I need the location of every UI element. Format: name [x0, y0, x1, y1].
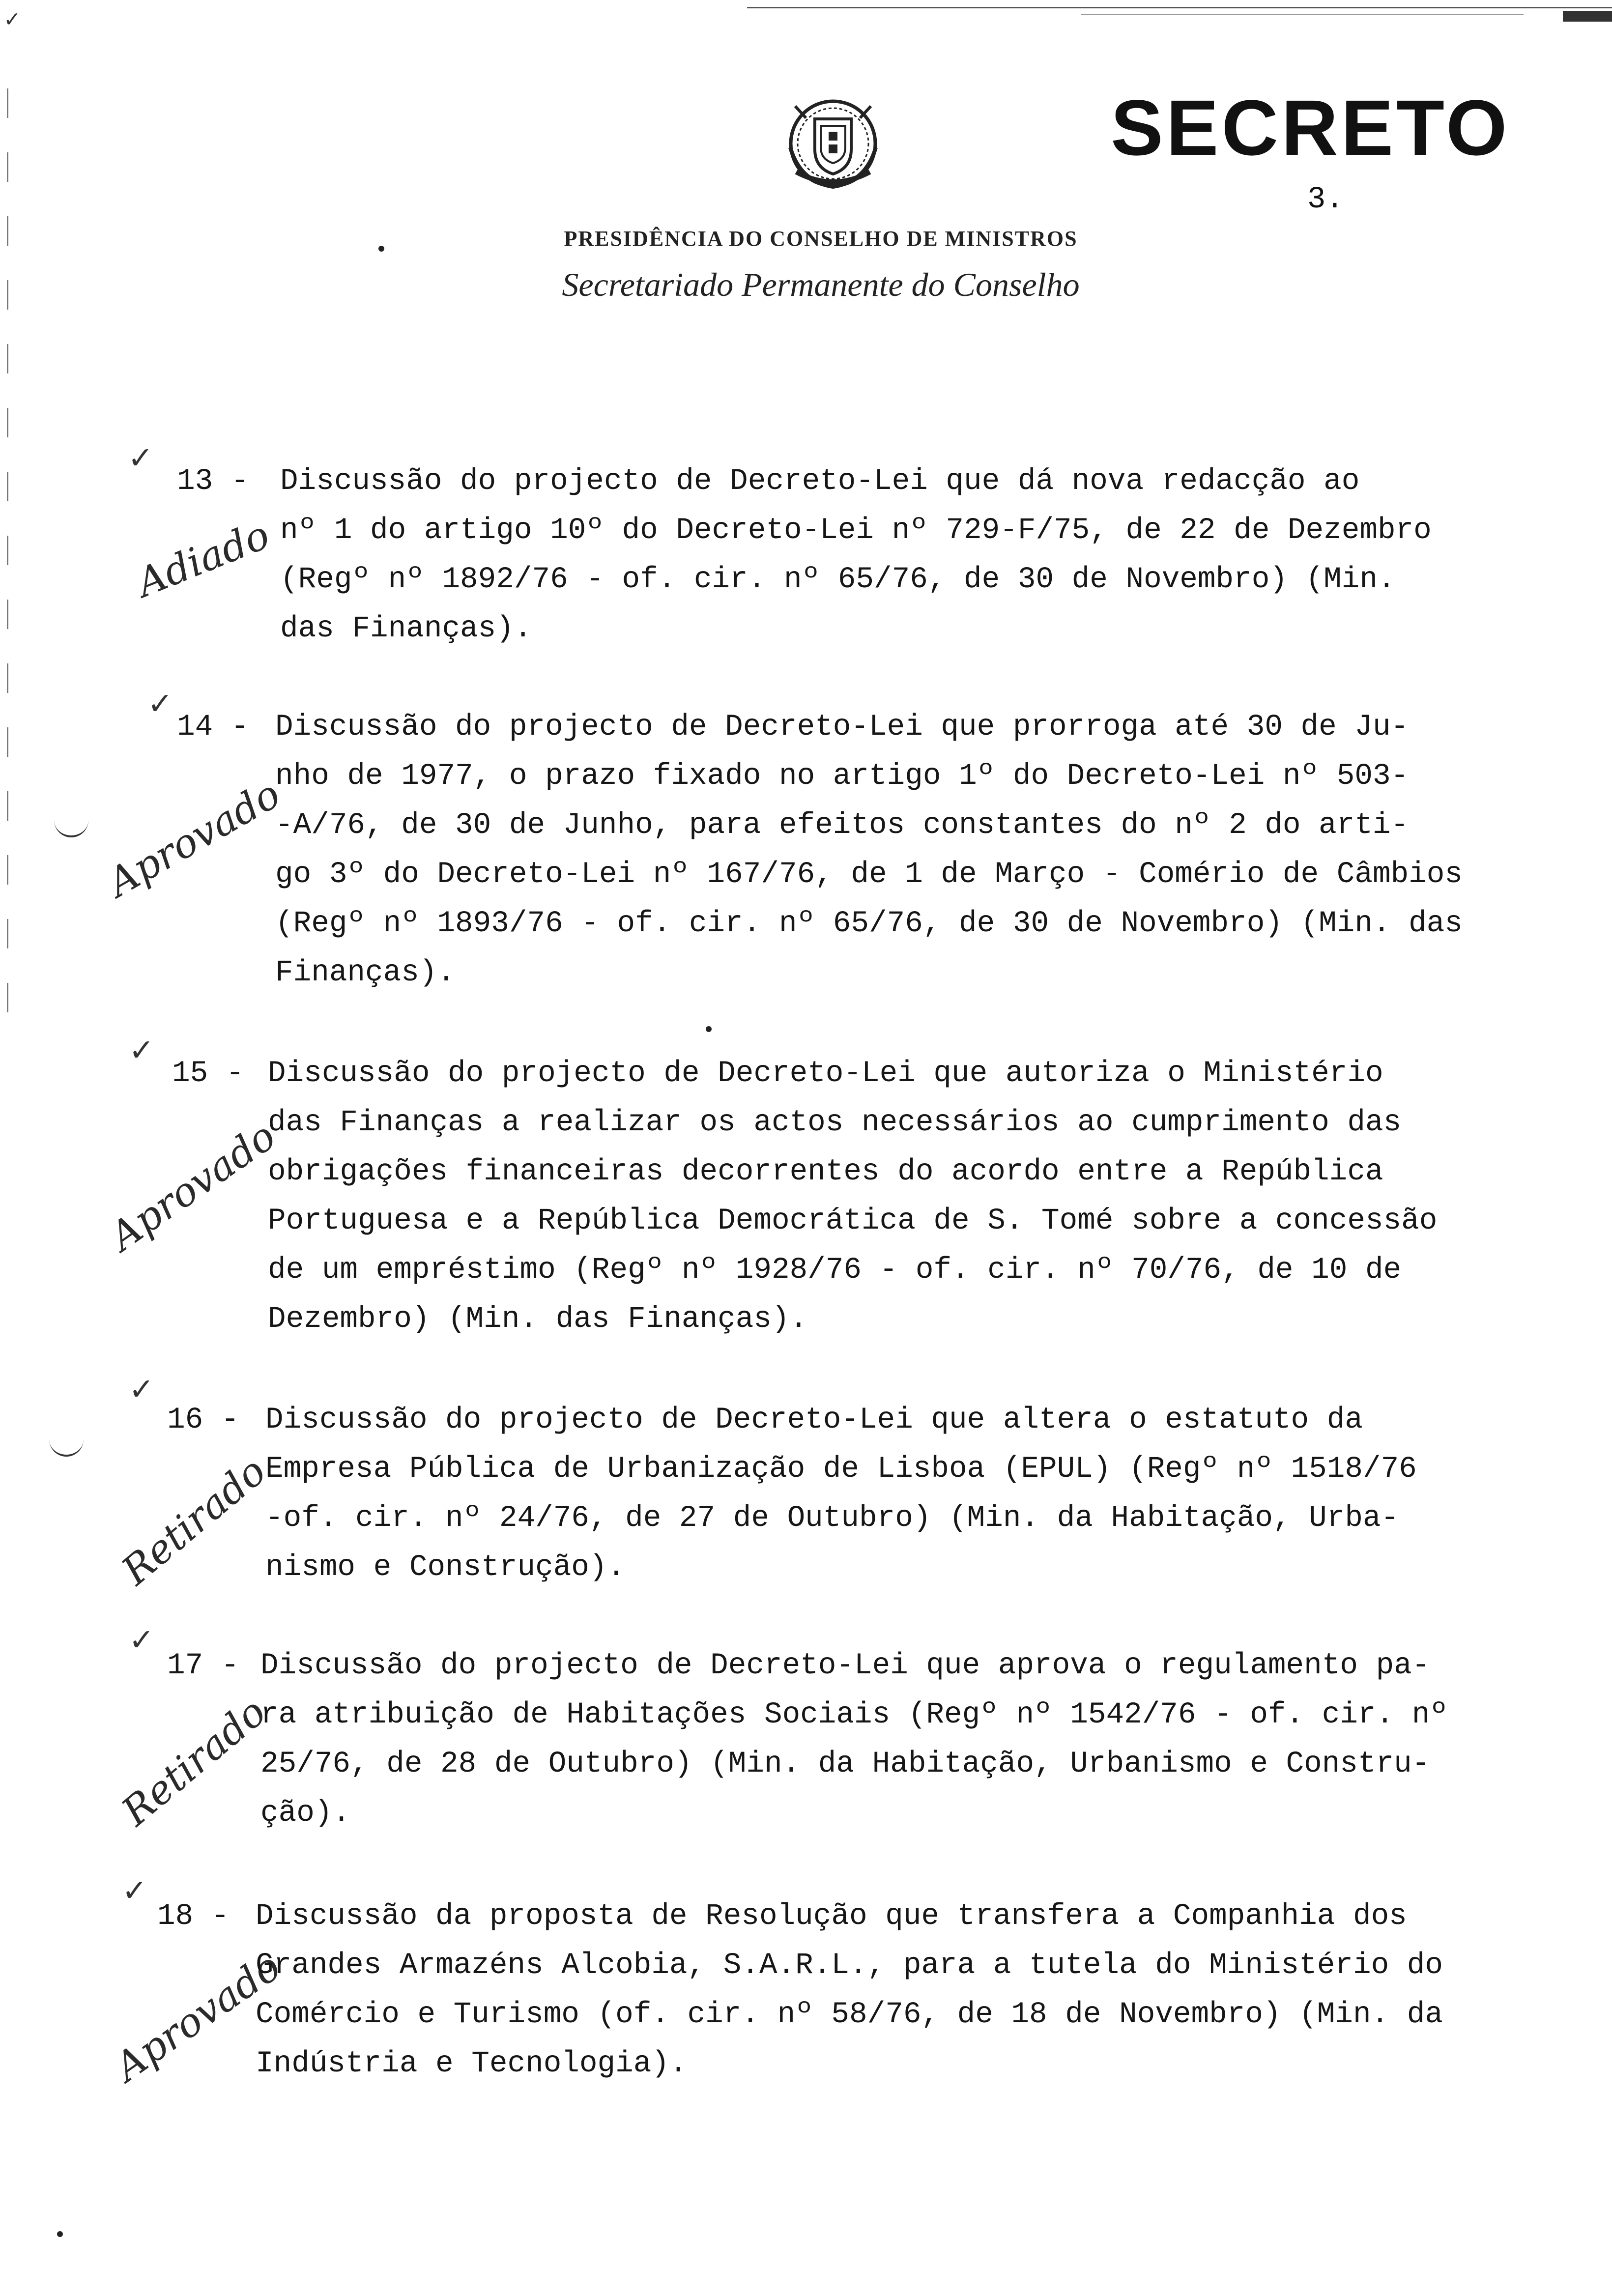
check-mark: ✓ — [128, 442, 153, 475]
scan-left-edge — [7, 88, 8, 1022]
item-number: 13 - — [177, 464, 249, 498]
item-number: 16 - — [167, 1403, 239, 1437]
item-text-line: Grandes Armazéns Alcobia, S.A.R.L., para a tutela do Ministério do — [256, 1949, 1443, 1982]
item-text-line: das Finanças a realizar os actos necessários ao cumprimento das — [268, 1106, 1402, 1140]
item-text-line: Discussão do projecto de Decreto-Lei que autoriza o Ministério — [268, 1057, 1383, 1091]
item-text-line: (Regº nº 1893/76 - of. cir. nº 65/76, de 30 de Novembro) (Min. das — [275, 907, 1463, 941]
item-text-line: ção). — [260, 1796, 351, 1830]
item-text-line: nº 1 do artigo 10º do Decreto-Lei nº 729-F/75, de 22 de Dezembro — [280, 514, 1432, 547]
check-mark: ✓ — [122, 1874, 147, 1908]
page-number: 3. — [1307, 182, 1344, 217]
item-text-line: Comércio e Turismo (of. cir. nº 58/76, de 18 de Novembro) (Min. da — [256, 1998, 1443, 2032]
item-text-line: 25/76, de 28 de Outubro) (Min. da Habitação, Urbanismo e Constru- — [260, 1747, 1430, 1781]
scan-top-rule — [747, 7, 1612, 8]
item-text-line: (Regº nº 1892/76 - of. cir. nº 65/76, de 30 de Novembro) (Min. — [280, 563, 1396, 597]
institution-title: PRESIDÊNCIA DO CONSELHO DE MINISTROS — [564, 227, 1078, 251]
item-text-line: Discussão do projecto de Decreto-Lei que dá nova redacção ao — [280, 464, 1360, 498]
item-number: 17 - — [167, 1649, 239, 1683]
item-text-line: -of. cir. nº 24/76, de 27 de Outubro) (Min. da Habitação, Urba- — [265, 1501, 1399, 1535]
check-mark: ✓ — [129, 1373, 154, 1406]
corner-pen-mark: ✓ — [5, 7, 19, 34]
margin-note-handwritten: Aprovado — [101, 1113, 284, 1260]
check-mark: ✓ — [147, 688, 173, 721]
item-text-line: nismo e Construção). — [265, 1550, 626, 1584]
item-text-line: -A/76, de 30 de Junho, para efeitos constantes do nº 2 do arti- — [275, 808, 1409, 842]
margin-note-handwritten: Aprovado — [106, 1943, 289, 2090]
scan-speck — [378, 246, 384, 252]
scan-speck — [57, 2231, 63, 2237]
item-text-line: de um empréstimo (Regº nº 1928/76 - of. cir. nº 70/76, de 10 de — [268, 1253, 1402, 1287]
item-text-line: Indústria e Tecnologia). — [256, 2047, 688, 2081]
classification-stamp: SECRETO — [1111, 84, 1510, 172]
margin-note-handwritten: Retirado — [113, 1448, 275, 1594]
margin-note-handwritten: Retirado — [113, 1689, 275, 1835]
item-text-line: Finanças). — [275, 956, 456, 990]
item-text-line: Discussão do projecto de Decreto-Lei que aprova o regulamento pa- — [260, 1649, 1430, 1683]
margin-bracket-mark — [49, 1435, 84, 1457]
item-text-line: Discussão do projecto de Decreto-Lei que prorroga até 30 de Ju- — [275, 710, 1409, 744]
item-text-line: Portuguesa e a República Democrática de S. Tomé sobre a concessão — [268, 1204, 1438, 1238]
item-number: 15 - — [172, 1057, 244, 1091]
margin-bracket-mark — [54, 816, 88, 837]
margin-note-handwritten: Aprovado — [100, 771, 288, 906]
scan-top-rule-faint — [1081, 14, 1524, 15]
item-number: 14 - — [177, 710, 249, 744]
item-text-line: obrigações financeiras decorrentes do acordo entre a República — [268, 1155, 1383, 1189]
item-text-line: go 3º do Decreto-Lei nº 167/76, de 1 de Março - Comério de Câmbios — [275, 858, 1463, 891]
item-text-line: das Finanças). — [280, 612, 532, 646]
item-number: 18 - — [157, 1899, 230, 1933]
scan-top-blot — [1563, 11, 1612, 22]
department-subtitle: Secretariado Permanente do Conselho — [562, 266, 1080, 303]
scan-speck — [706, 1026, 712, 1032]
item-text-line: ra atribuição de Habitações Sociais (Regº nº 1542/76 - of. cir. nº — [260, 1698, 1448, 1732]
margin-note-handwritten: Adiado — [130, 512, 276, 606]
check-mark: ✓ — [129, 1034, 154, 1067]
item-text-line: Discussão da proposta de Resolução que transfera a Companhia dos — [256, 1899, 1407, 1933]
check-mark: ✓ — [129, 1624, 154, 1657]
item-text-line: Empresa Pública de Urbanização de Lisboa (EPUL) (Regº nº 1518/76 — [265, 1452, 1417, 1486]
item-text-line: Discussão do projecto de Decreto-Lei que altera o estatuto da — [265, 1403, 1363, 1437]
item-text-line: Dezembro) (Min. das Finanças). — [268, 1302, 808, 1336]
item-text-line: nho de 1977, o prazo fixado no artigo 1º do Decreto-Lei nº 503- — [275, 759, 1409, 793]
portuguese-coat-of-arms-icon — [777, 88, 890, 201]
